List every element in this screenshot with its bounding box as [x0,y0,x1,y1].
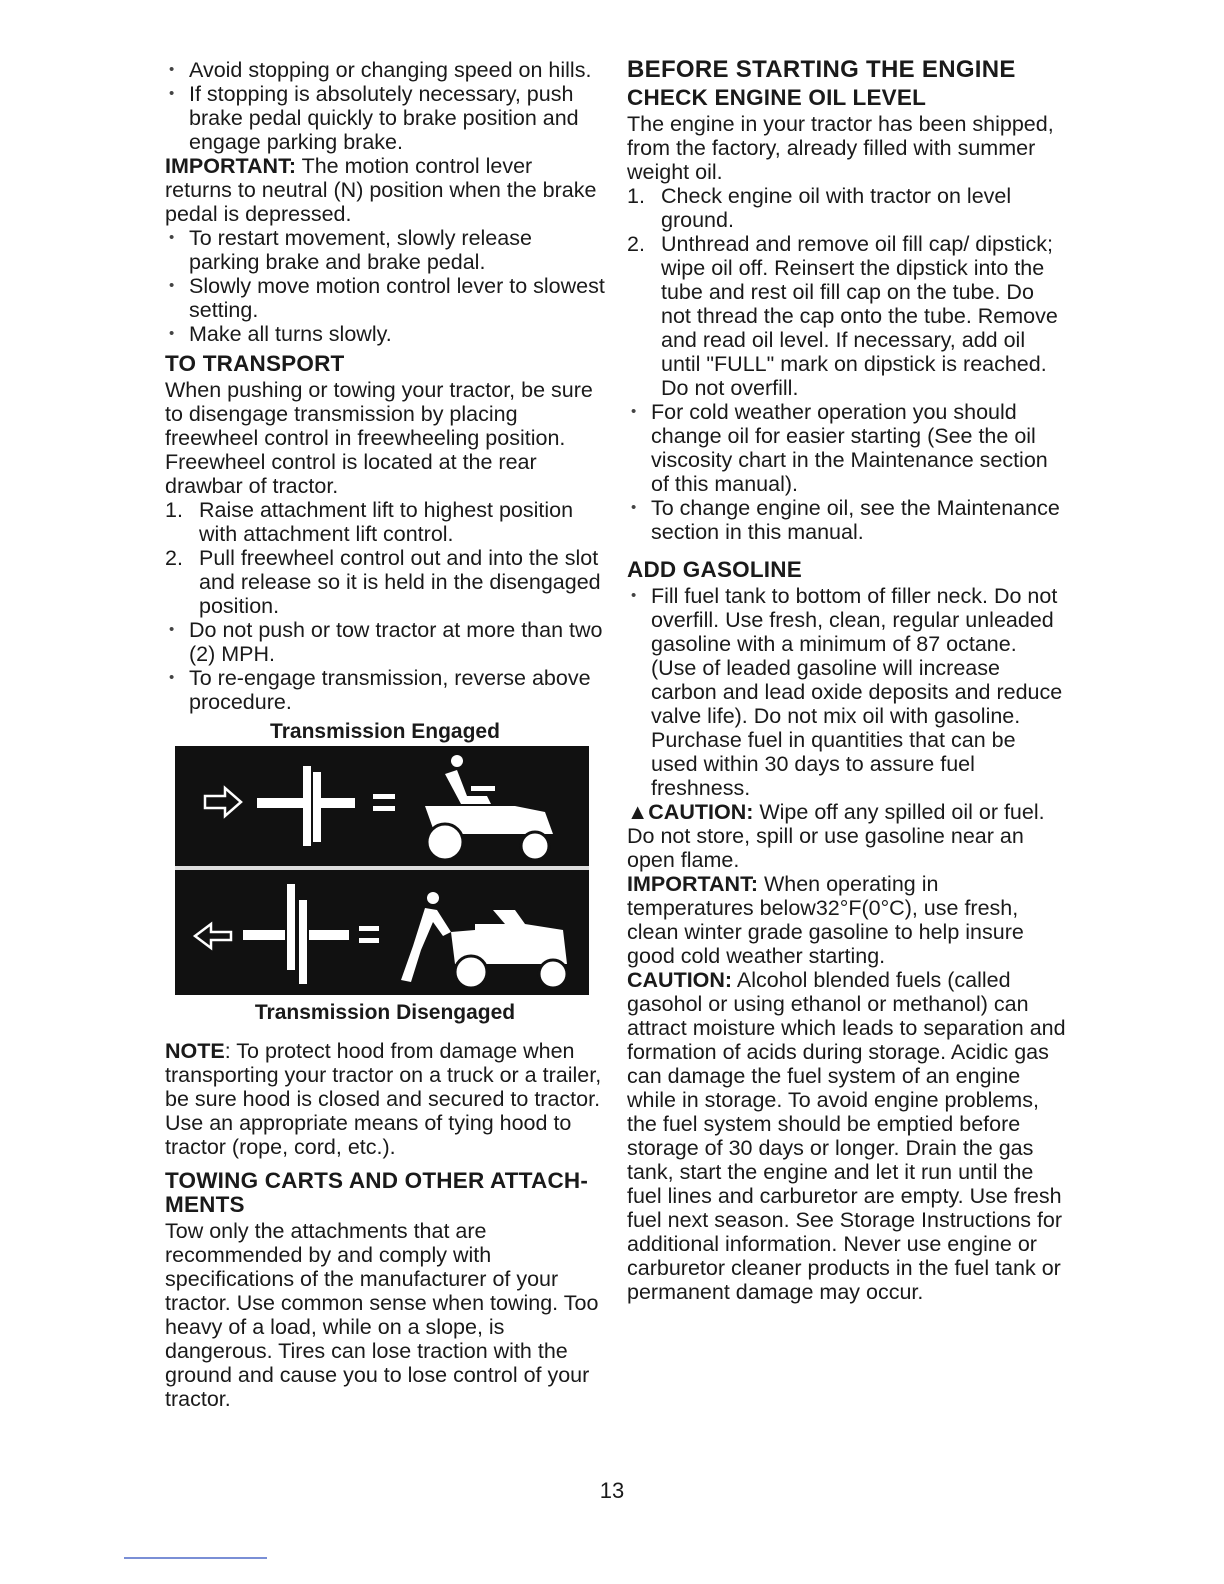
list-item [627,232,1067,400]
important-text: When operating in temperatures below32°F(0°C), use fresh, clean winter grade gasoline to help insure good cold weather starting. [627,872,1024,968]
transport-steps [165,498,605,618]
list-item: • For cold weather operation you should change oil for easier starting (See the oil viscosity chart in the Maintenance section of this manual). [627,400,1067,496]
towing-paragraph: Tow only the attachments that are recommended by and comply with specifications of the manufacturer of your tractor. Use common sense when towing. Too heavy of a load, while on a slope, is dangerous. Tires can lose traction with the ground and cause you to lose control of your tractor. [165,1219,599,1411]
caution-text: Alcohol blended fuels (called gasohol or using ethanol or methanol) can attract moisture which leads to separation and formation of acids during storage. Acidic gas can damage the fuel system of an engine while in storage. To avoid engine problems, the fuel system should be emptied before storage of 30 days or longer. Drain the gas tank, start the engine and let it run until the fuel lines and carburetor are empty. Use fresh fuel next season. See Storage Instructions for additional information. Never use engine or carburetor cleaner products in the fuel tank or permanent damage may occur. [627,968,1066,1304]
caution-paragraph-1 [627,800,1067,872]
list-item: • To re-engage transmission, reverse above procedure. [165,666,605,714]
bullet-list-hills [165,58,605,154]
bullet-list-restart [165,226,605,346]
caution-label: CAUTION: [648,800,754,824]
footer-rule [124,1557,267,1559]
page-number: 13 [599,1478,625,1503]
list-item: • To change engine oil, see the Maintenance section in this manual. [627,496,1067,544]
list-item: • Make all turns slowly. [165,322,605,346]
step-text: Unthread and remove oil fill cap/ dipstick; wipe oil off. Reinsert the dipstick into the tube and rest oil fill cap on the tube. Do not thread the cap onto the tube. Remove and read oil level. If necessary, add oil until "FULL" mark on dipstick is reached. Do not overfill. [661,232,1058,400]
oil-paragraph: The engine in your tractor has been shipped, from the factory, already filled with summer weight oil. [627,112,1054,184]
oil-steps [627,184,1067,400]
important-label: IMPORTANT: [165,154,296,178]
transmission-engaged-illustration [175,746,589,866]
transport-heading: TO TRANSPORT [165,351,345,376]
list-item: • To restart movement, slowly release parking brake and brake pedal. [165,226,605,274]
figure-caption-disengaged: Transmission Disengaged [254,1001,516,1024]
list-item: • Do not push or tow tractor at more than two (2) MPH. [165,618,605,666]
list-item: • Avoid stopping or changing speed on hills. [165,58,605,82]
list-item: • Fill fuel tank to bottom of filler neck. Do not overfill. Use fresh, clean, regular unleaded gasoline with a minimum of 87 octane. (Use of leaded gasoline will increase carbon and lead oxide deposits and reduce valve life). Do not mix oil with gasoline. Purchase fuel in quantities that can be used within 30 days to assure fuel freshness. [627,584,1067,800]
note-label: NOTE [165,1039,225,1063]
important-paragraph [165,154,605,226]
caution-paragraph-2 [627,968,1067,1304]
step-text: Check engine oil with tractor on level ground. [661,184,1012,232]
note-text: : To protect hood from damage when transporting your tractor on a truck or a trailer, be sure hood is closed and secured to tractor. Use an appropriate means of tying hood to tractor (rope, cord, etc.). [165,1039,602,1159]
transport-paragraph: When pushing or towing your tractor, be sure to disengage transmission by placing freewheel control in freewheeling position. Freewheel control is located at the rear drawbar of tractor. [165,378,593,498]
disengaged-panel [175,870,589,995]
caution-text: Wipe off any spilled oil or fuel. Do not store, spill or use gasoline near an open flame. [627,800,1045,872]
important-text: The motion control lever returns to neutral (N) position when the brake pedal is depressed. [165,154,597,226]
engaged-panel [175,746,589,870]
list-item [627,184,1067,232]
step-text: Pull freewheel control out and into the slot and release so it is held in the disengaged position. [199,546,601,618]
list-item: • Slowly move motion control lever to slowest setting. [165,274,605,322]
figure-caption-engaged: Transmission Engaged [270,720,500,743]
transmission-figure [175,746,589,995]
transport-bullets [165,618,605,714]
gasoline-bullets [627,584,1067,800]
oil-level-heading: CHECK ENGINE OIL LEVEL [627,85,927,110]
step-number: 2. [165,546,183,570]
gasoline-heading: ADD GASOLINE [627,557,802,582]
step-number: 2. [627,232,645,256]
towing-heading: TOWING CARTS AND OTHER ATTACH-MENTS [165,1168,589,1217]
page-section-title: BEFORE STARTING THE ENGINE [627,56,1016,83]
note-paragraph [165,1039,605,1159]
step-number: 1. [627,184,645,208]
important-paragraph [627,872,1067,968]
list-item [165,498,605,546]
transmission-disengaged-illustration [175,870,589,995]
warning-triangle-icon: ▲ [627,800,649,824]
caution-label: CAUTION: [627,968,733,992]
left-column [165,58,605,1411]
important-label: IMPORTANT: [627,872,758,896]
oil-bullets [627,400,1067,544]
list-item: • If stopping is absolutely necessary, push brake pedal quickly to brake position and engage parking brake. [165,82,605,154]
step-text: Raise attachment lift to highest position with attachment lift control. [199,498,574,546]
list-item [165,546,605,618]
right-column [627,58,1067,1304]
step-number: 1. [165,498,183,522]
